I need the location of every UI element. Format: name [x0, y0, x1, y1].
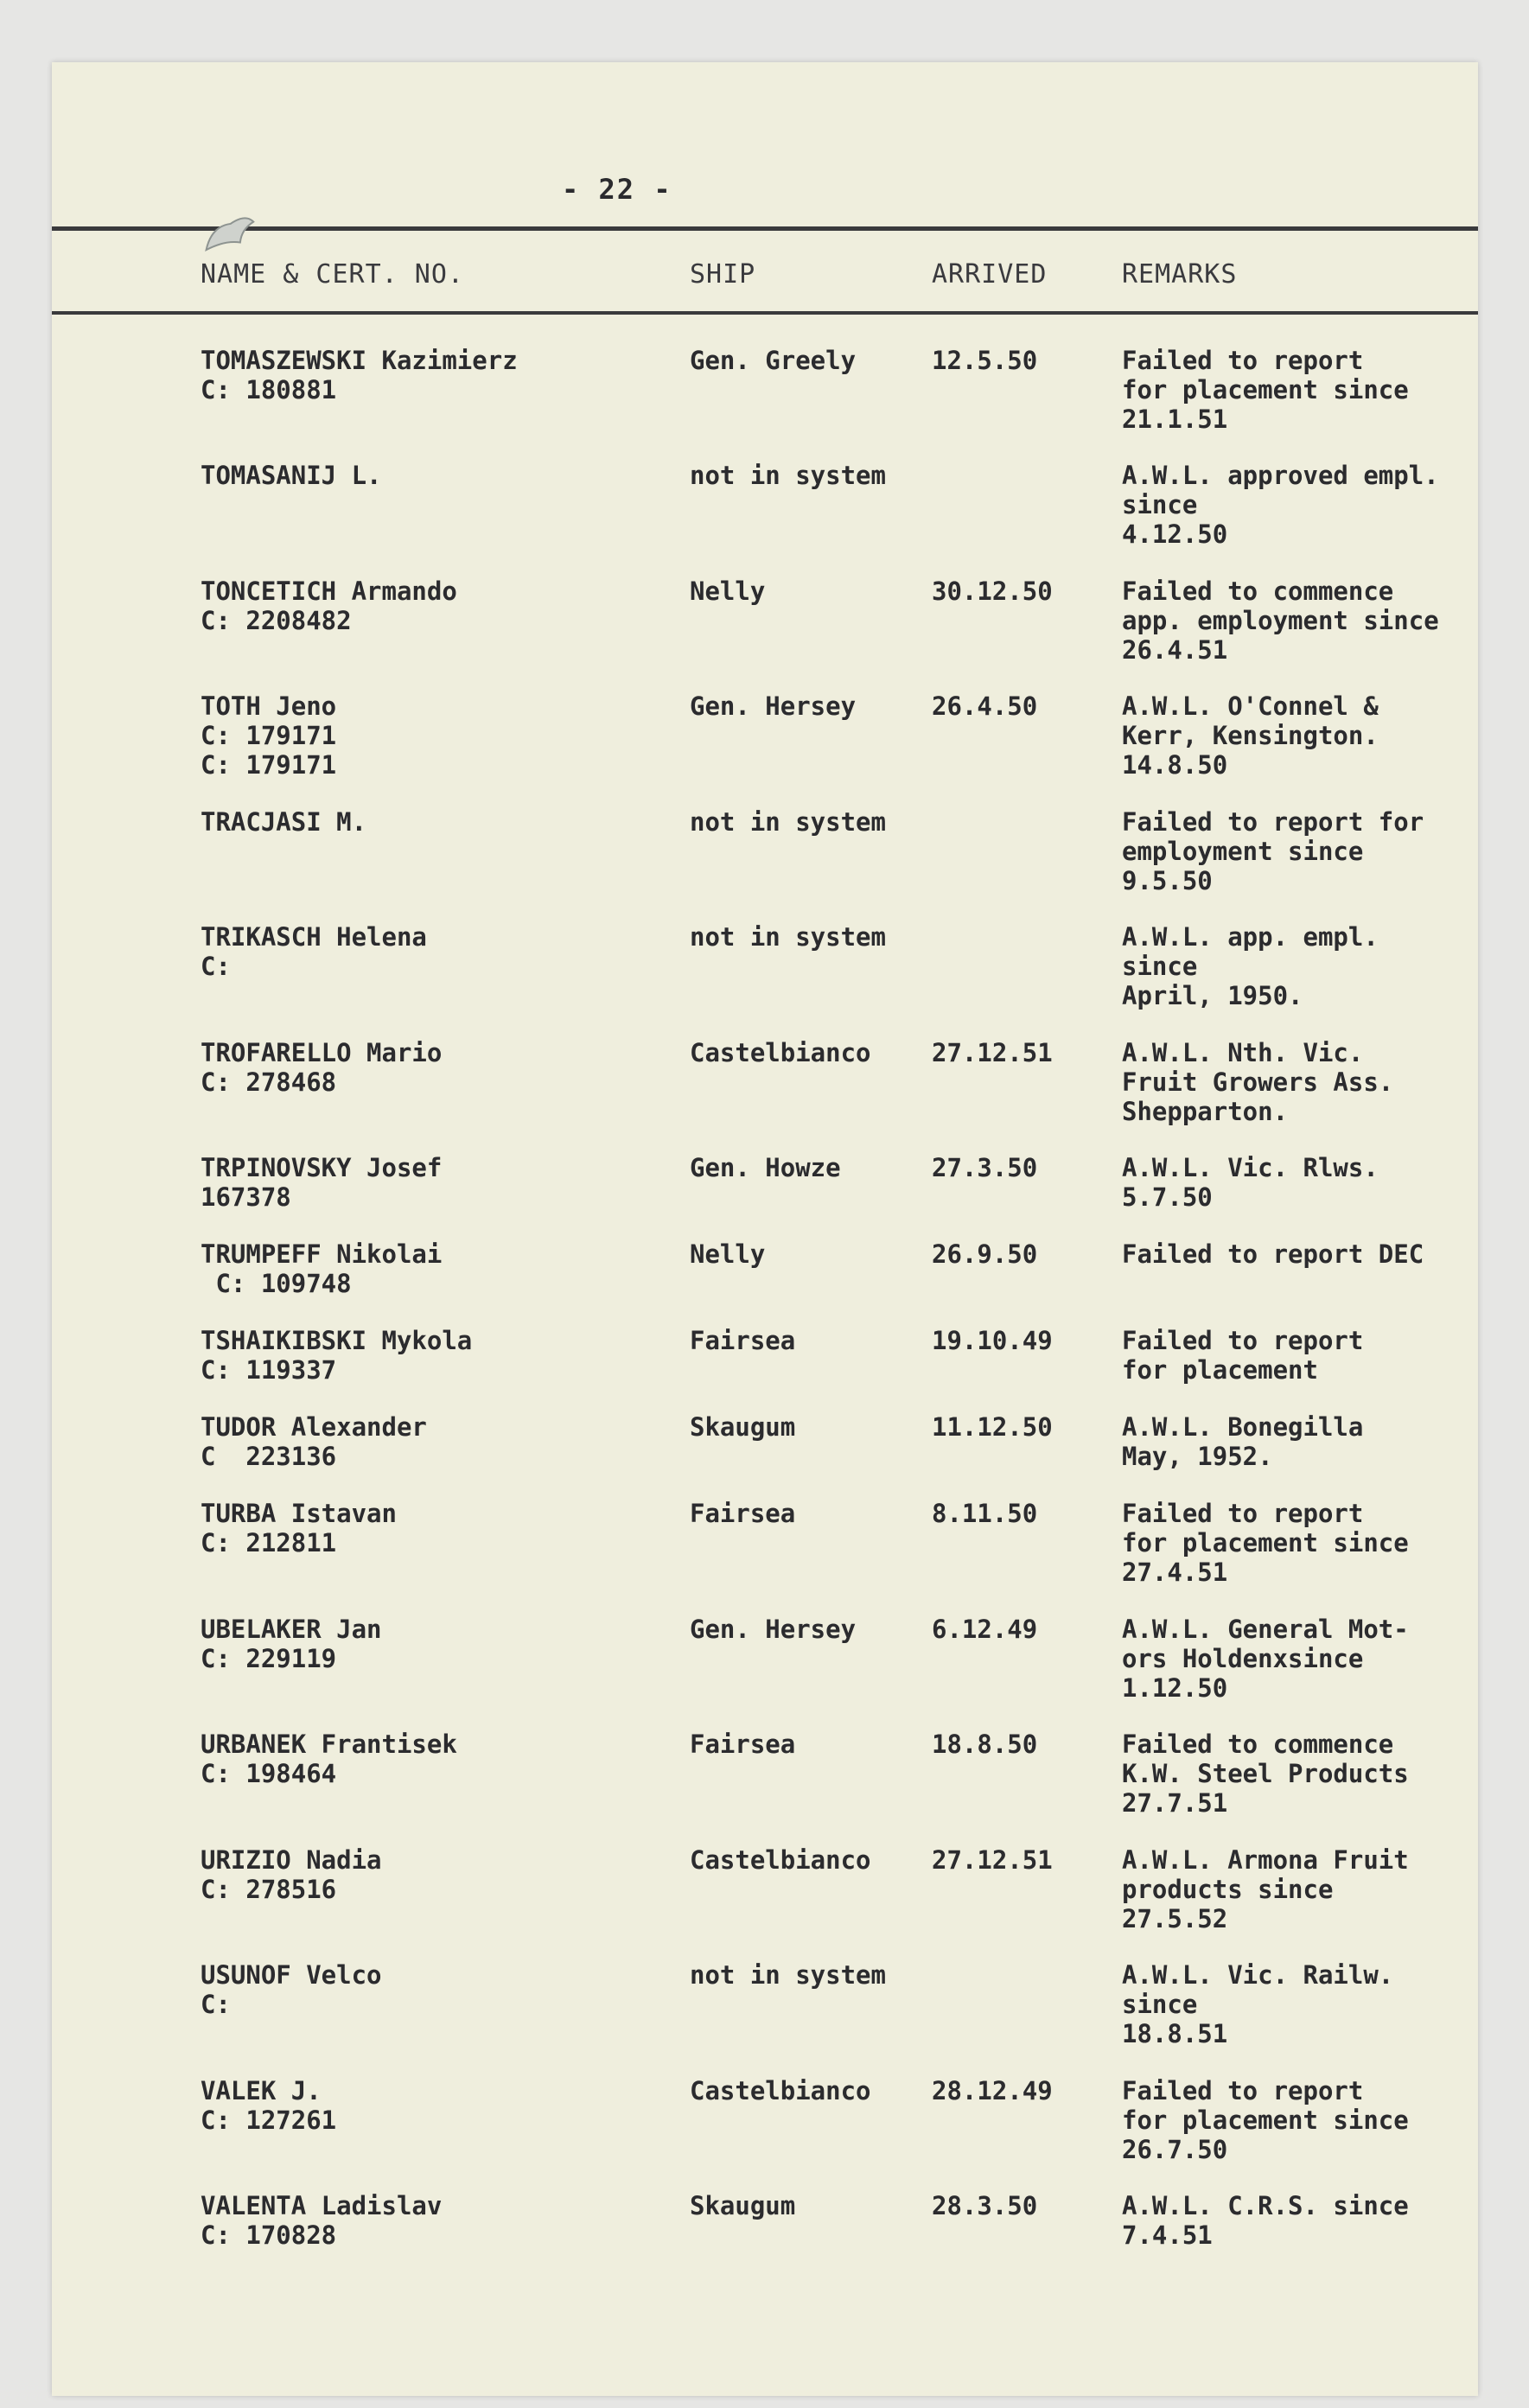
- column-header-ship: SHIP: [690, 259, 756, 290]
- remarks-cell-line: 7.4.51: [1122, 2220, 1213, 2250]
- name-cell: [201, 1845, 382, 1904]
- ship-cell: Castelbianco: [690, 1038, 871, 1067]
- remarks-cell-line: for placement since: [1122, 1528, 1409, 1558]
- remarks-cell-line: employment since: [1122, 837, 1364, 866]
- name-cell-line: C: 180881: [201, 375, 337, 405]
- arrived-cell: 11.12.50: [932, 1412, 1053, 1442]
- remarks-cell-line: Failed to report: [1122, 1499, 1364, 1528]
- name-cell: [201, 1239, 442, 1298]
- remarks-cell-line: Failed to commence: [1122, 1730, 1394, 1759]
- name-cell-line: TOMASZEWSKI Kazimierz: [201, 346, 518, 375]
- name-cell: [201, 2191, 442, 2250]
- arrived-cell: 26.9.50: [932, 1239, 1038, 1269]
- name-cell-line: TSHAIKIBSKI Mykola: [201, 1326, 473, 1355]
- name-cell-line: TRPINOVSKY Josef: [201, 1153, 443, 1182]
- name-cell: [201, 1730, 457, 1788]
- remarks-cell-line: A.W.L. approved empl.: [1122, 461, 1439, 490]
- name-cell: [201, 1326, 472, 1385]
- name-cell: [201, 1960, 382, 2019]
- arrived-cell: 27.12.51: [932, 1845, 1053, 1875]
- remarks-cell-line: April, 1950.: [1122, 981, 1303, 1010]
- name-cell: [201, 1499, 397, 1558]
- remarks-cell-line: A.W.L. Vic. Railw.: [1122, 1960, 1394, 1990]
- name-cell-line: C: 278468: [201, 1067, 337, 1097]
- remarks-cell-line: A.W.L. Vic. Rlws.: [1122, 1153, 1379, 1182]
- arrived-cell: 19.10.49: [932, 1326, 1053, 1355]
- remarks-cell-line: 21.1.51: [1122, 405, 1228, 434]
- remarks-cell: [1122, 1499, 1485, 1587]
- name-cell-line: USUNOF Velco: [201, 1960, 382, 1990]
- remarks-cell-line: since: [1122, 952, 1198, 981]
- remarks-cell-line: A.W.L. O'Connel &: [1122, 691, 1379, 721]
- arrived-cell: 26.4.50: [932, 691, 1038, 721]
- name-cell-line: C: 212811: [201, 1528, 337, 1558]
- remarks-cell: [1122, 1730, 1485, 1818]
- remarks-cell: [1122, 577, 1485, 665]
- remarks-cell-line: Fruit Growers Ass.: [1122, 1067, 1394, 1097]
- name-cell-line: 167378: [201, 1182, 291, 1212]
- column-header-remarks: REMARKS: [1122, 259, 1238, 290]
- remarks-cell-line: Shepparton.: [1122, 1097, 1289, 1126]
- name-cell-line: TROFARELLO Mario: [201, 1038, 443, 1067]
- name-cell-line: C: 127261: [201, 2105, 337, 2135]
- remarks-cell-line: for placement since: [1122, 2105, 1409, 2135]
- name-cell-line: C: 179171: [201, 750, 337, 780]
- arrived-cell: 8.11.50: [932, 1499, 1038, 1528]
- header-bottom-rule: [52, 311, 1478, 315]
- column-header-arrived: ARRIVED: [932, 259, 1048, 290]
- remarks-cell-line: Failed to commence: [1122, 577, 1394, 606]
- arrived-cell: 18.8.50: [932, 1730, 1038, 1759]
- ship-cell: Fairsea: [690, 1326, 796, 1355]
- remarks-cell: [1122, 1615, 1485, 1703]
- ship-cell: Nelly: [690, 1239, 766, 1269]
- name-cell: [201, 922, 427, 981]
- name-cell-line: C: 229119: [201, 1644, 337, 1673]
- remarks-cell-line: Failed to report for: [1122, 807, 1424, 837]
- name-cell-line: TOMASANIJ L.: [201, 461, 382, 490]
- remarks-cell-line: 27.7.51: [1122, 1788, 1228, 1818]
- name-cell-line: UBELAKER Jan: [201, 1615, 382, 1644]
- remarks-cell-line: 5.7.50: [1122, 1182, 1213, 1212]
- ship-cell: Fairsea: [690, 1730, 796, 1759]
- ship-cell: Skaugum: [690, 1412, 796, 1442]
- ship-cell: Skaugum: [690, 2191, 796, 2220]
- ship-cell: Fairsea: [690, 1499, 796, 1528]
- ship-cell: Nelly: [690, 577, 766, 606]
- name-cell-line: TONCETICH Armando: [201, 577, 457, 606]
- arrived-cell: 28.12.49: [932, 2076, 1053, 2105]
- remarks-cell: [1122, 1960, 1485, 2048]
- remarks-cell-line: 27.4.51: [1122, 1558, 1228, 1587]
- remarks-cell-line: K.W. Steel Products: [1122, 1759, 1409, 1788]
- remarks-cell: [1122, 346, 1485, 434]
- name-cell-line: C 223136: [201, 1442, 337, 1471]
- ship-cell: Castelbianco: [690, 1845, 871, 1875]
- remarks-cell-line: A.W.L. app. empl.: [1122, 922, 1379, 952]
- remarks-cell-line: 26.4.51: [1122, 635, 1228, 665]
- name-cell-line: VALENTA Ladislav: [201, 2191, 443, 2220]
- ship-cell: Gen. Howze: [690, 1153, 841, 1182]
- remarks-cell-line: 4.12.50: [1122, 519, 1228, 549]
- arrived-cell: 27.3.50: [932, 1153, 1038, 1182]
- header-top-rule: [52, 226, 1478, 231]
- remarks-cell-line: 1.12.50: [1122, 1673, 1228, 1703]
- name-cell-line: TRIKASCH Helena: [201, 922, 427, 952]
- remarks-cell-line: since: [1122, 490, 1198, 519]
- name-cell-line: TURBA Istavan: [201, 1499, 397, 1528]
- arrived-cell: 12.5.50: [932, 346, 1038, 375]
- remarks-cell-line: A.W.L. C.R.S. since: [1122, 2191, 1409, 2220]
- name-cell: [201, 1615, 382, 1673]
- remarks-cell: [1122, 1153, 1485, 1212]
- name-cell-line: VALEK J.: [201, 2076, 322, 2105]
- arrived-cell: 30.12.50: [932, 577, 1053, 606]
- name-cell: [201, 577, 457, 635]
- name-cell-line: C: 2208482: [201, 606, 352, 635]
- remarks-cell-line: 18.8.51: [1122, 2019, 1228, 2048]
- ship-cell: Gen. Hersey: [690, 1615, 857, 1644]
- remarks-cell-line: 26.7.50: [1122, 2135, 1228, 2164]
- name-cell-line: URIZIO Nadia: [201, 1845, 382, 1875]
- remarks-cell-line: A.W.L. Nth. Vic.: [1122, 1038, 1364, 1067]
- remarks-cell: [1122, 461, 1485, 549]
- name-cell-line: URBANEK Frantisek: [201, 1730, 457, 1759]
- arrived-cell: 28.3.50: [932, 2191, 1038, 2220]
- remarks-cell: [1122, 1326, 1485, 1385]
- remarks-cell-line: app. employment since: [1122, 606, 1439, 635]
- remarks-cell-line: 9.5.50: [1122, 866, 1213, 895]
- name-cell: [201, 1038, 442, 1097]
- remarks-cell: [1122, 807, 1485, 895]
- remarks-cell: [1122, 691, 1485, 780]
- name-cell-line: C: 179171: [201, 721, 337, 750]
- remarks-cell-line: Failed to report: [1122, 1326, 1364, 1355]
- name-cell-line: C: 198464: [201, 1759, 337, 1788]
- remarks-cell-line: Failed to report: [1122, 2076, 1364, 2105]
- name-cell: [201, 807, 366, 837]
- remarks-cell-line: A.W.L. Armona Fruit: [1122, 1845, 1409, 1875]
- remarks-cell-line: 27.5.52: [1122, 1904, 1228, 1933]
- remarks-cell: [1122, 1845, 1485, 1933]
- remarks-cell-line: ors Holdenxsince: [1122, 1644, 1364, 1673]
- name-cell: [201, 2076, 336, 2135]
- ship-cell: Gen. Hersey: [690, 691, 857, 721]
- ship-cell: Gen. Greely: [690, 346, 857, 375]
- remarks-cell: [1122, 1412, 1485, 1471]
- remarks-cell-line: Failed to report: [1122, 346, 1364, 375]
- remarks-cell-line: for placement: [1122, 1355, 1318, 1385]
- remarks-cell-line: Failed to report DEC: [1122, 1239, 1424, 1269]
- page-number: - 22 -: [562, 173, 672, 206]
- ship-cell: not in system: [690, 807, 886, 837]
- remarks-cell-line: May, 1952.: [1122, 1442, 1273, 1471]
- name-cell-line: C: 278516: [201, 1875, 337, 1904]
- remarks-cell-line: Kerr, Kensington.: [1122, 721, 1379, 750]
- remarks-cell-line: 14.8.50: [1122, 750, 1228, 780]
- ship-cell: not in system: [690, 1960, 886, 1990]
- remarks-cell: [1122, 1038, 1485, 1126]
- ship-cell: Castelbianco: [690, 2076, 871, 2105]
- arrived-cell: 6.12.49: [932, 1615, 1038, 1644]
- name-cell-line: TRUMPEFF Nikolai: [201, 1239, 443, 1269]
- remarks-cell-line: for placement since: [1122, 375, 1409, 405]
- name-cell-line: C:: [201, 1990, 231, 2019]
- remarks-cell-line: products since: [1122, 1875, 1334, 1904]
- remarks-cell: [1122, 922, 1485, 1010]
- ship-cell: not in system: [690, 922, 886, 952]
- remarks-cell: [1122, 1239, 1485, 1269]
- name-cell-line: TRACJASI M.: [201, 807, 367, 837]
- ship-cell: not in system: [690, 461, 886, 490]
- name-cell-line: C: 170828: [201, 2220, 337, 2250]
- arrived-cell: 27.12.51: [932, 1038, 1053, 1067]
- name-cell-line: TUDOR Alexander: [201, 1412, 427, 1442]
- remarks-cell-line: since: [1122, 1990, 1198, 2019]
- name-cell: [201, 346, 518, 405]
- remarks-cell: [1122, 2191, 1485, 2250]
- name-cell: [201, 461, 382, 490]
- name-cell-line: C:: [201, 952, 231, 981]
- name-cell-line: C: 119337: [201, 1355, 337, 1385]
- name-cell: [201, 1412, 427, 1471]
- remarks-cell-line: A.W.L. Bonegilla: [1122, 1412, 1364, 1442]
- name-cell: [201, 1153, 442, 1212]
- name-cell: [201, 691, 336, 780]
- name-cell-line: C: 109748: [201, 1269, 352, 1298]
- name-cell-line: TOTH Jeno: [201, 691, 337, 721]
- column-header-name: NAME & CERT. NO.: [201, 259, 464, 290]
- remarks-cell: [1122, 2076, 1485, 2164]
- remarks-cell-line: A.W.L. General Mot-: [1122, 1615, 1409, 1644]
